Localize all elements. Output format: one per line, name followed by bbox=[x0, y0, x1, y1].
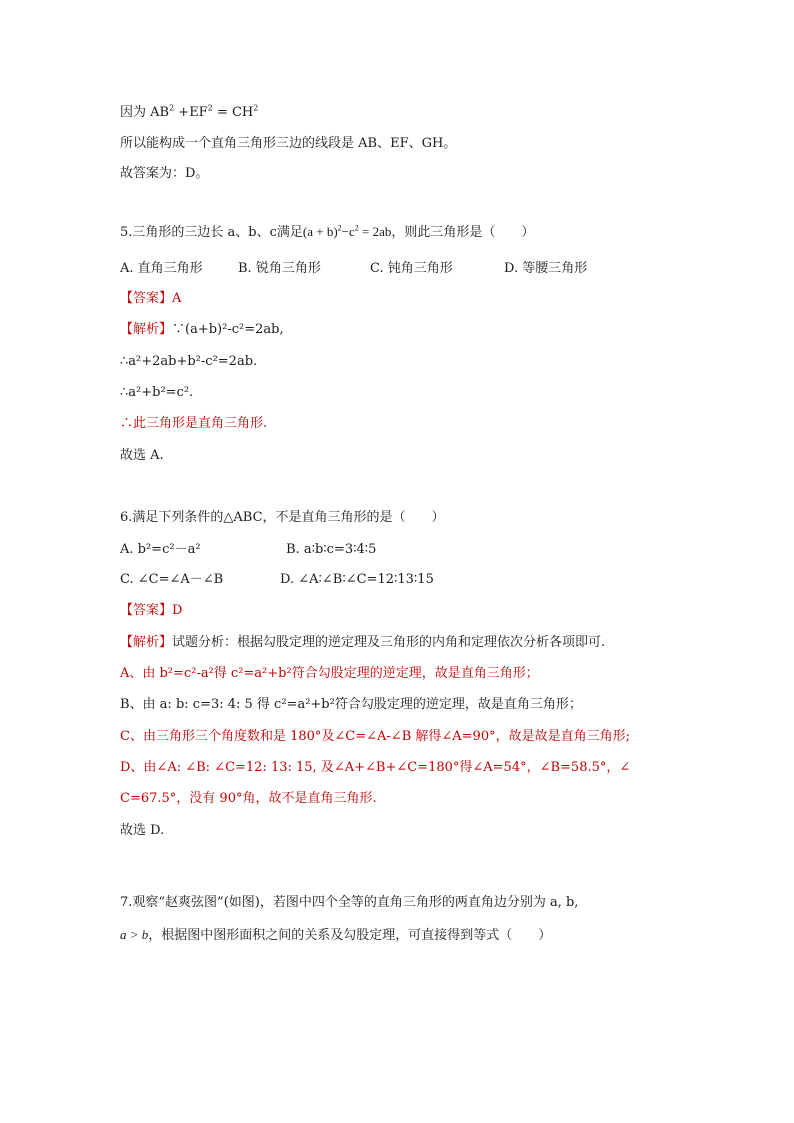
q5-option-b: B. 锐角三角形 bbox=[238, 261, 321, 276]
q6-line-c: C、由三角形三个角度数和是 180°及∠C=∠A-∠B 解得∠A=90°，故是故是直角三角形; bbox=[120, 729, 630, 744]
prev-answer-line: 故答案为：D。 bbox=[120, 166, 209, 181]
q6-stem: 6.满足下列条件的△ABC，不是直角三角形的是（ ） bbox=[120, 510, 445, 525]
q6-line-b: B、由 a: b: c=3: 4: 5 得 c²=a²+b²符合勾股定理的逆定理，故是直角三角形； bbox=[120, 697, 582, 712]
q5-option-c: C. 钝角三角形 bbox=[370, 261, 453, 276]
q6-option-a: A. b²=c²－a² bbox=[120, 542, 201, 557]
q6-line-a: A、由 b²=c²-a²得 c²=a²+b²符合勾股定理的逆定理，故是直角三角形； bbox=[120, 666, 539, 681]
conclusion-line: 所以能构成一个直角三角形三边的线段是 AB、EF、GH。 bbox=[120, 136, 457, 151]
q5-choose: 故选 A. bbox=[120, 448, 164, 463]
because-line: 因为 $AB^2 +EF^2 = CH^2$ bbox=[120, 103, 259, 120]
q6-option-c: C. ∠C=∠A－∠B bbox=[120, 572, 224, 587]
q5-red-step: ∴此三角形是直角三角形. bbox=[120, 416, 268, 431]
q5-options bbox=[120, 259, 587, 279]
q6-options-row1 bbox=[120, 540, 376, 560]
q5-formula: $(a + b)^2-c^2 = 2ab$ bbox=[302, 223, 392, 239]
q7-stem-line1: 7.观察“赵爽弦图”(如图)，若图中四个全等的直角三角形的两直角边分别为 a, b, bbox=[120, 895, 579, 910]
q5-step-1: ∴a²+2ab+b²-c²=2ab. bbox=[120, 354, 258, 369]
q6-option-b: B. a∶b∶c=3∶4∶5 bbox=[286, 542, 377, 557]
q6-line-d-cont: C=67.5°，没有 90°角，故不是直角三角形. bbox=[120, 791, 377, 806]
q6-options-row2 bbox=[120, 570, 434, 590]
q6-analysis: 【解析】试题分析：根据勾股定理的逆定理及三角形的内角和定理依次分析各项即可. bbox=[120, 635, 606, 650]
q5-stem: 5.三角形的三边长 a、b、c满足$(a + b)^2-c^2 = 2ab$，则此三角形是（ ） bbox=[120, 223, 535, 240]
q5-answer: 【答案】A bbox=[120, 291, 182, 306]
q6-option-d: D. ∠A∶∠B∶∠C=12∶13∶15 bbox=[280, 572, 434, 587]
q7-stem-line2: a > b，根据图中图形面积之间的关系及勾股定理，可直接得到等式（ ） bbox=[120, 927, 552, 943]
q5-option-a: A. 直角三角形 bbox=[120, 261, 203, 276]
q5-option-d: D. 等腰三角形 bbox=[504, 261, 588, 276]
q5-step-2: ∴a²+b²=c². bbox=[120, 385, 194, 400]
because-prefix: 因为 AB bbox=[120, 105, 170, 120]
q6-line-d: D、由∠A: ∠B: ∠C=12: 13: 15, 及∠A+∠B+∠C=180°得∠A=54°，∠B=58.5°，∠ bbox=[120, 760, 631, 775]
q5-analysis: 【解析】∵(a+b)²-c²=2ab, bbox=[120, 322, 284, 337]
q6-answer: 【答案】D bbox=[120, 603, 183, 618]
q6-choose: 故选 D. bbox=[120, 823, 165, 838]
